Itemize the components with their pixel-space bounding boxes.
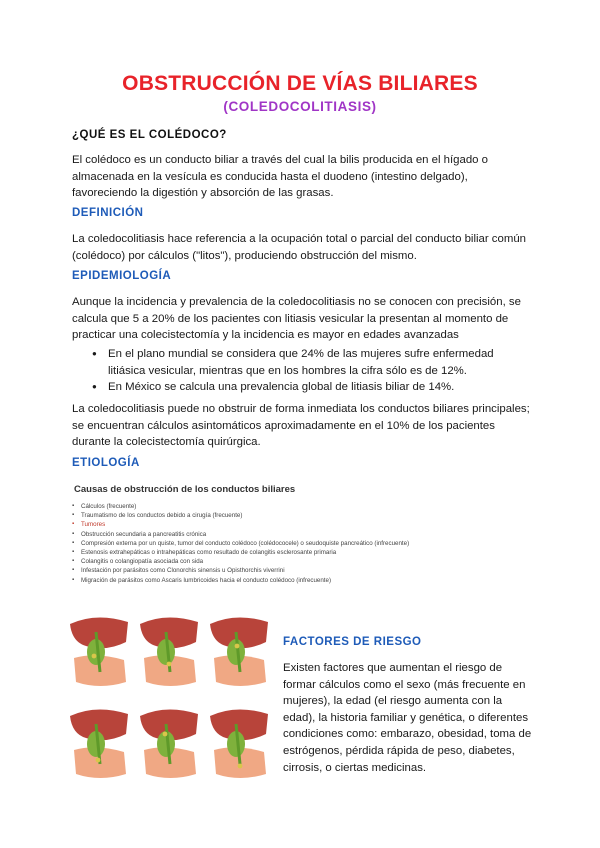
gallbladder-panel — [140, 617, 198, 686]
figure-list-item: ▪ Estenosis extrahepáticas o intrahepáticas como resultado de colangitis esclerosante primaria — [72, 548, 409, 557]
figure-list-item: ▪ Cálculos (frecuente) — [72, 502, 409, 511]
gallbladder-panel — [70, 617, 128, 686]
bullet-item: ● En México se calcula una prevalencia global de litiasis biliar de 14%. — [92, 379, 532, 396]
figure-list-item: ▪ Traumatismo de los conductos debido a cirugía (frecuente) — [72, 511, 409, 520]
paragraph-epidemiologia-intro: Aunque la incidencia y prevalencia de la coledocolitiasis no se conocen con precisión, se calcula que 5 a 20% de los pacientes con litiasis vesicular la presentan al momento de practicar una colecistectomía y la incidencia es mayor en edades avanzadas — [72, 296, 521, 341]
gallbladder-panel — [140, 709, 198, 778]
bullet-item: ● En el plano mundial se considera que 24% de las mujeres sufre enfermedad litiásica vesicular, mientras que en los hombres la cifra sólo es de 12%. — [92, 346, 532, 379]
heading-epidemiologia: EPIDEMIOLOGÍA — [72, 270, 172, 282]
epidemiologia-bullet-list — [92, 346, 532, 396]
figure-causes-list — [72, 502, 409, 585]
figure-list-item: ▪ Compresión externa por un quiste, tumor del conducto colédoco (colédococele) o seudoquiste pancreático (infrecuente) — [72, 539, 409, 548]
page-title: OBSTRUCCIÓN DE VÍAS BILIARES — [122, 72, 478, 95]
figure-causes-table — [66, 480, 410, 606]
figure-list-item: ▪ Colangitis o colangiopatía asociada con sida — [72, 557, 409, 566]
paragraph-definicion: La coledocolitiasis hace referencia a la ocupación total o parcial del conducto biliar común (colédoco) por cálculos ("litos"), produciendo obstrucción del mismo. — [72, 233, 526, 262]
heading-que-es-coledoco: ¿QUÉ ES EL COLÉDOCO? — [72, 129, 227, 141]
page-subtitle: (COLEDOCOLITIASIS) — [223, 99, 377, 114]
paragraph-coledoco: El colédoco es un conducto biliar a través del cual la bilis producida en el hígado o almacenada en la vesícula es conducida hasta el duodeno (intestino delgado), favoreciendo la digestión y absorción de las grasas. — [72, 154, 489, 199]
figure-list-item: ▪ Migración de parásitos como Ascaris lumbricoides hacia el conducto colédoco (infrecuente) — [72, 576, 409, 585]
gallbladder-panel — [70, 709, 128, 778]
figure-list-item: ▪ Obstrucción secundaria a pancreatitis crónica — [72, 530, 409, 539]
paragraph-epidemiologia-closing: La coledocolitiasis puede no obstruir de forma inmediata los conductos biliares principales; se encuentran cálculos asintomáticos aproximadamente en el 10% de los pacientes durante la colecistectomía quirúrgica. — [72, 403, 530, 448]
heading-factores-riesgo: FACTORES DE RIESGO — [283, 636, 422, 648]
figure-list-item: ▪ Infestación por parásitos como Clonorchis sinensis u Opisthorchis viverrini — [72, 566, 409, 575]
figure-list-item: ▪ Tumores — [72, 520, 409, 529]
gallbladder-panel — [210, 709, 268, 778]
gallbladder-illustration-grid — [66, 612, 270, 794]
figure-title: Causas de obstrucción de los conductos biliares — [74, 484, 296, 495]
gallbladder-panel — [210, 617, 268, 686]
paragraph-factores-riesgo: Existen factores que aumentan el riesgo de formar cálculos como el sexo (más frecuente en mujeres), la edad (el riesgo aumenta con la edad), la historia familiar y genética, o diferentes condiciones como: embarazo, obesidad, toma de estrógenos, pérdida rápida de peso, diabetes, cirrosis, o ciertas medicinas. — [283, 662, 532, 774]
heading-definicion: DEFINICIÓN — [72, 207, 144, 219]
heading-etiologia: ETIOLOGÍA — [72, 457, 140, 469]
